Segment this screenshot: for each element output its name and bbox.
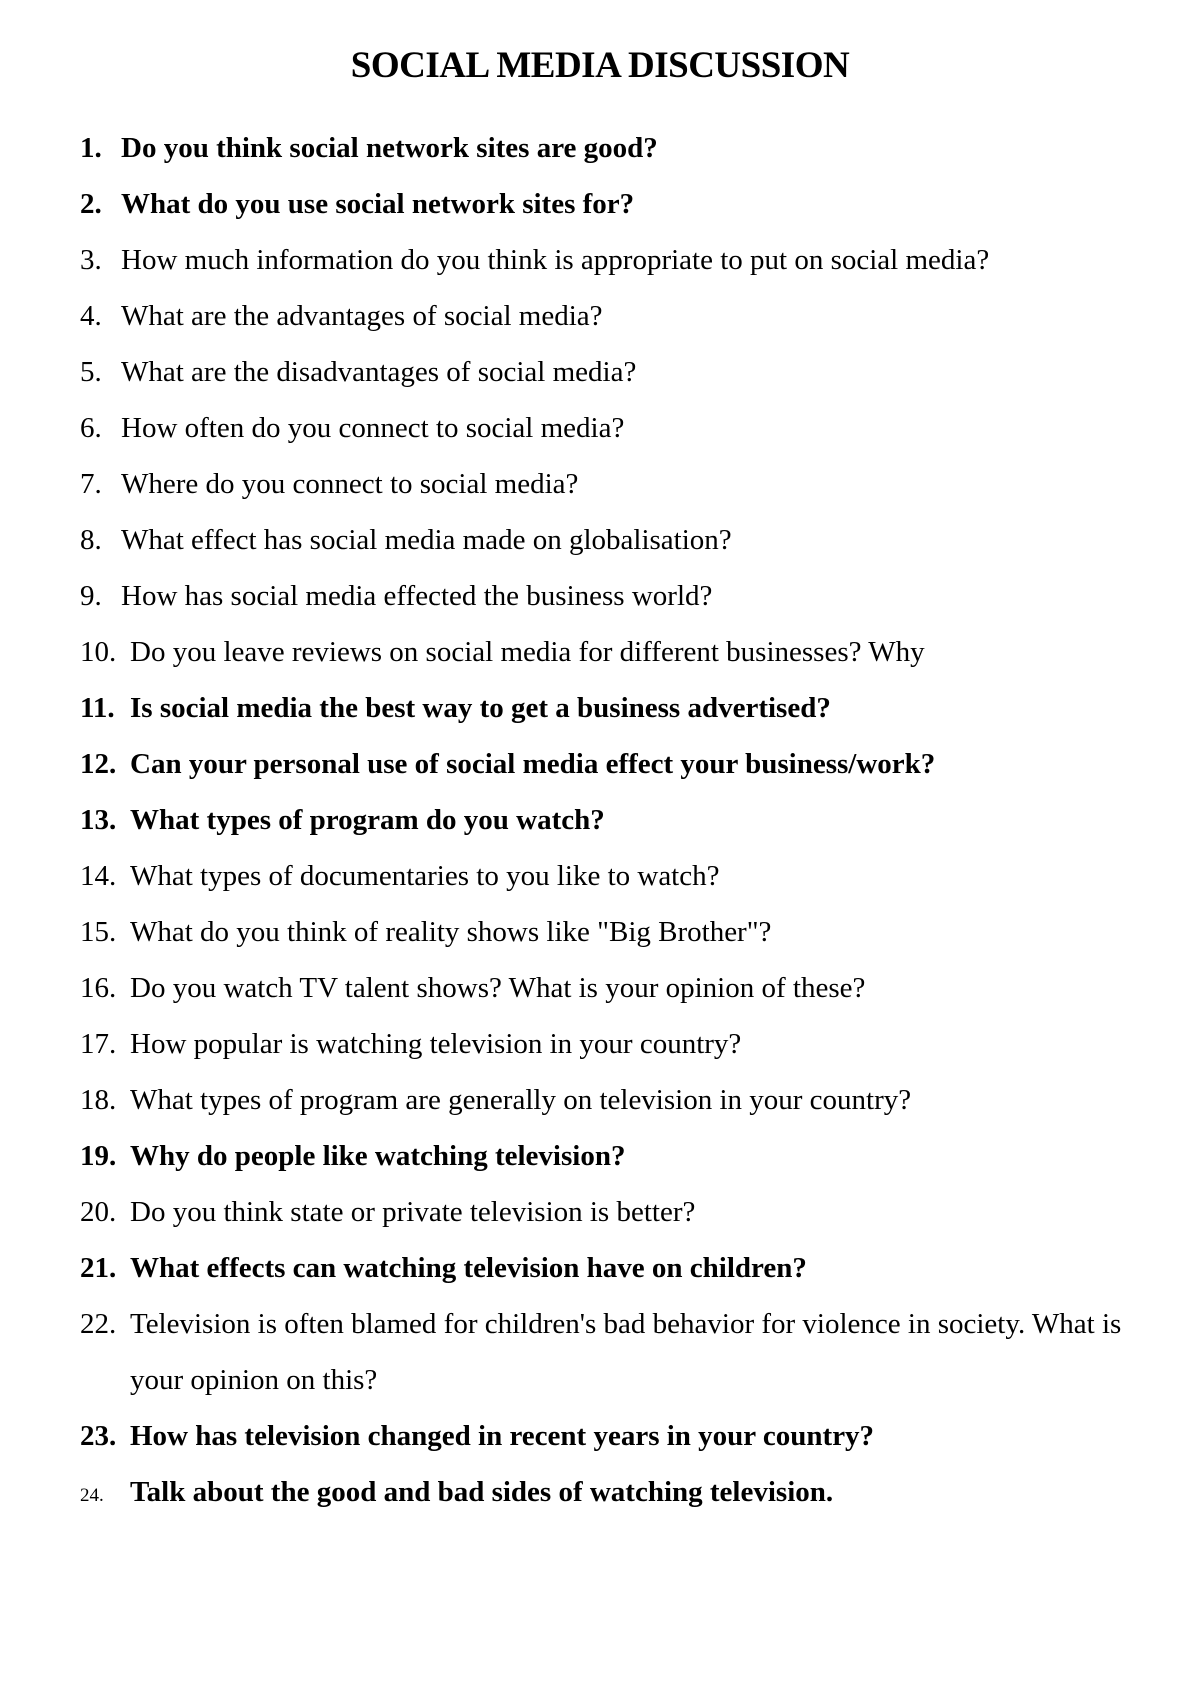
question-number: 18. bbox=[80, 1084, 117, 1116]
question-item-21 bbox=[80, 1240, 1170, 1296]
question-number: 16. bbox=[80, 972, 117, 1004]
question-number: 23. bbox=[80, 1420, 117, 1452]
question-text: Is social media the best way to get a business advertised? bbox=[130, 692, 831, 724]
question-number: 5. bbox=[80, 356, 102, 388]
question-item-5 bbox=[80, 344, 1170, 400]
question-item-12 bbox=[80, 736, 1170, 792]
question-text: What types of documentaries to you like to watch? bbox=[130, 860, 720, 892]
question-text: Do you watch TV talent shows? What is your opinion of these? bbox=[130, 972, 866, 1004]
question-item-22 bbox=[80, 1296, 1170, 1408]
question-text: What do you use social network sites for? bbox=[121, 188, 635, 220]
question-item-24 bbox=[80, 1464, 1170, 1520]
question-item-2 bbox=[80, 176, 1170, 232]
question-number: 22. bbox=[80, 1308, 117, 1340]
question-number: 11. bbox=[80, 692, 115, 724]
question-number: 17. bbox=[80, 1028, 117, 1060]
question-text: What do you think of reality shows like "Big Brother"? bbox=[130, 916, 772, 948]
question-number: 2. bbox=[80, 188, 102, 220]
question-text: Do you think social network sites are good? bbox=[121, 132, 658, 164]
question-text: Where do you connect to social media? bbox=[121, 468, 579, 500]
question-item-13 bbox=[80, 792, 1170, 848]
question-text: Television is often blamed for children's bad behavior for violence in society. What is your opinion on this? bbox=[130, 1308, 1122, 1396]
question-item-14 bbox=[80, 848, 1170, 904]
question-text: What effect has social media made on globalisation? bbox=[121, 524, 732, 556]
question-text: How often do you connect to social media? bbox=[121, 412, 625, 444]
page-title: SOCIAL MEDIA DISCUSSION bbox=[350, 45, 850, 86]
question-item-6 bbox=[80, 400, 1170, 456]
question-item-4 bbox=[80, 288, 1170, 344]
question-item-18 bbox=[80, 1072, 1170, 1128]
question-text: How has television changed in recent years in your country? bbox=[130, 1420, 875, 1452]
question-item-20 bbox=[80, 1184, 1170, 1240]
question-number: 21. bbox=[80, 1252, 117, 1284]
question-item-19 bbox=[80, 1128, 1170, 1184]
question-text: What are the advantages of social media? bbox=[121, 300, 603, 332]
question-item-1 bbox=[80, 120, 1170, 176]
question-number: 6. bbox=[80, 412, 102, 444]
question-number: 7. bbox=[80, 468, 102, 500]
question-item-8 bbox=[80, 512, 1170, 568]
question-number: 4. bbox=[80, 300, 102, 332]
question-item-9 bbox=[80, 568, 1170, 624]
question-item-7 bbox=[80, 456, 1170, 512]
question-item-11 bbox=[80, 680, 1170, 736]
question-number: 12. bbox=[80, 748, 117, 780]
question-number: 10. bbox=[80, 636, 117, 668]
question-list bbox=[80, 120, 1170, 1520]
question-item-16 bbox=[80, 960, 1170, 1016]
question-number: 1. bbox=[80, 132, 102, 164]
question-text: What types of program do you watch? bbox=[130, 804, 605, 836]
question-number: 13. bbox=[80, 804, 117, 836]
question-text: How much information do you think is appropriate to put on social media? bbox=[121, 244, 990, 276]
question-text: What types of program are generally on television in your country? bbox=[130, 1084, 912, 1116]
question-number: 15. bbox=[80, 916, 117, 948]
question-text: Do you leave reviews on social media for different businesses? Why bbox=[130, 636, 925, 668]
question-number: 20. bbox=[80, 1196, 117, 1228]
question-number: 24. bbox=[80, 1485, 104, 1506]
question-text: Why do people like watching television? bbox=[130, 1140, 626, 1172]
question-text: What are the disadvantages of social media? bbox=[121, 356, 637, 388]
question-number: 9. bbox=[80, 580, 102, 612]
question-number: 14. bbox=[80, 860, 117, 892]
question-text: What effects can watching television have on children? bbox=[130, 1252, 807, 1284]
question-text: How popular is watching television in your country? bbox=[130, 1028, 742, 1060]
question-item-3 bbox=[80, 232, 1170, 288]
question-number: 19. bbox=[80, 1140, 117, 1172]
question-item-15 bbox=[80, 904, 1170, 960]
question-text: Do you think state or private television is better? bbox=[130, 1196, 696, 1228]
question-text: How has social media effected the business world? bbox=[121, 580, 713, 612]
question-item-10 bbox=[80, 624, 1170, 680]
question-number: 8. bbox=[80, 524, 102, 556]
question-item-17 bbox=[80, 1016, 1170, 1072]
question-item-23 bbox=[80, 1408, 1170, 1464]
question-text: Talk about the good and bad sides of watching television. bbox=[130, 1476, 834, 1508]
question-number: 3. bbox=[80, 244, 102, 276]
question-text: Can your personal use of social media effect your business/work? bbox=[130, 748, 936, 780]
